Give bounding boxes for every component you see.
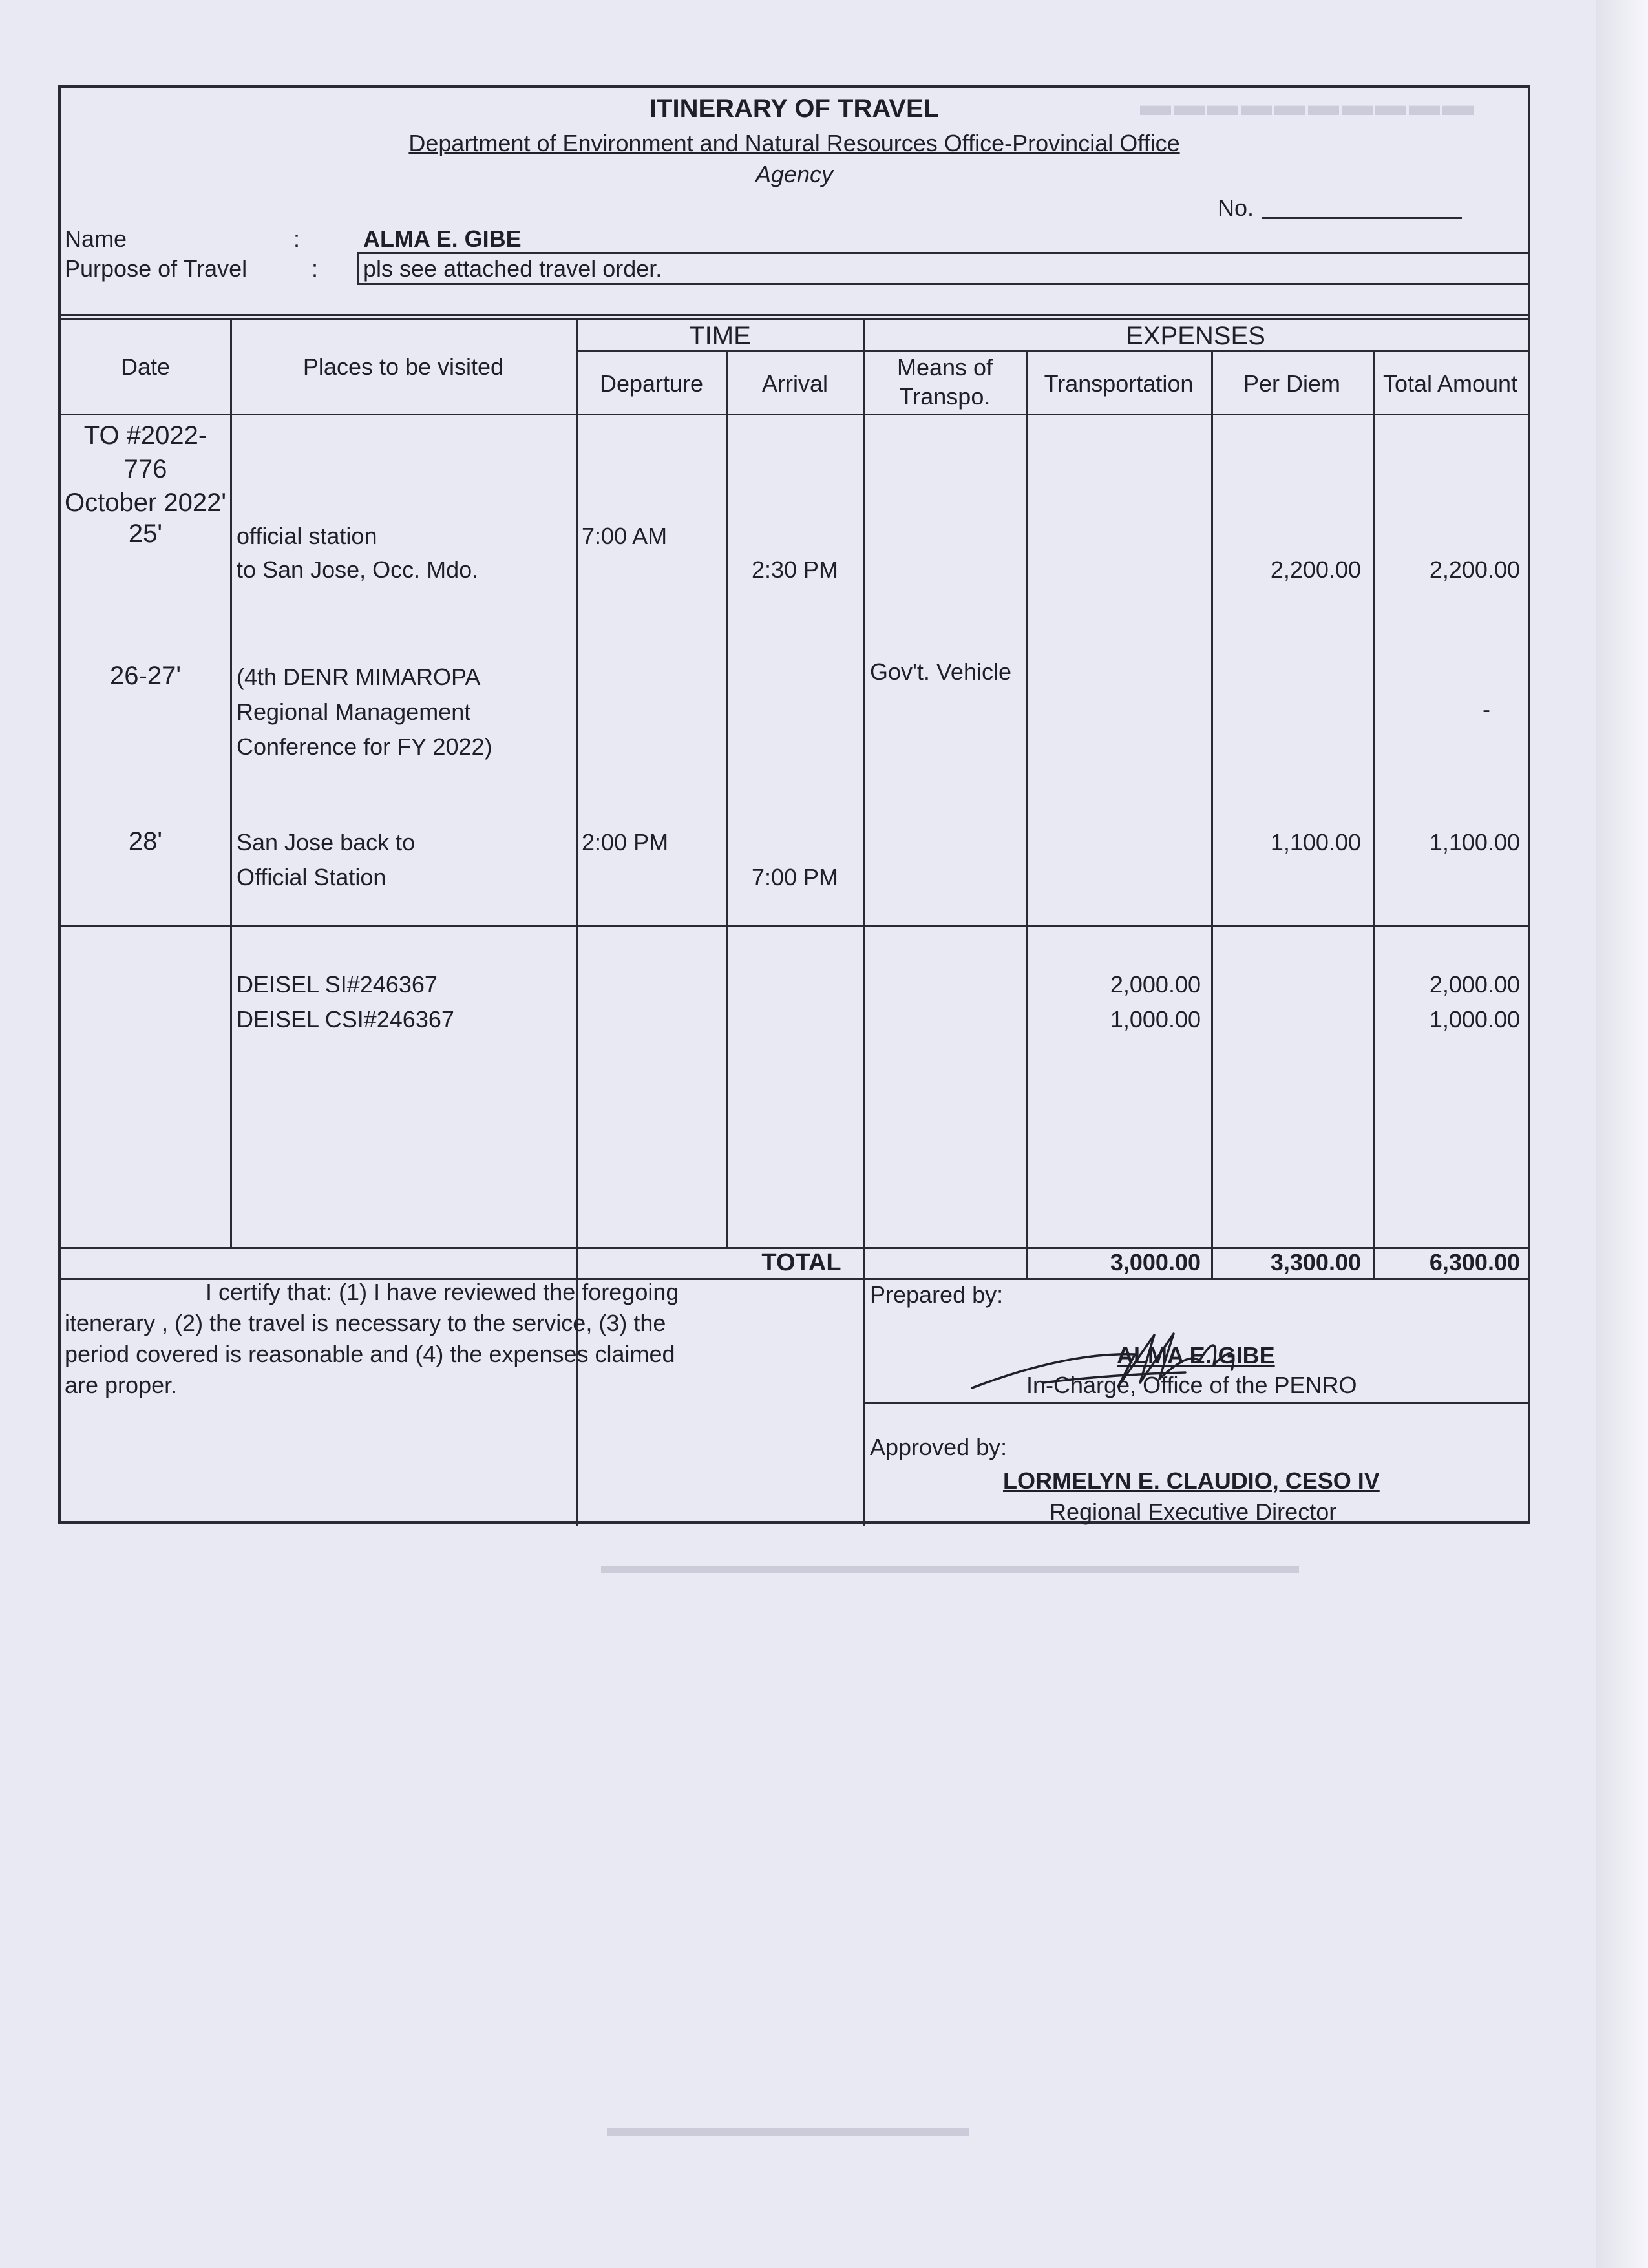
grid-line [1373, 352, 1375, 1279]
certification-line: itenerary , (2) the travel is necessary to the service, (3) the [65, 1310, 666, 1336]
page-edge-shadow [1596, 0, 1648, 2268]
travel-order-number: TO #2022- [83, 421, 207, 450]
total-label: TOTAL [761, 1249, 841, 1276]
form-title: ITINERARY OF TRAVEL [649, 94, 940, 123]
row-place: Official Station [237, 864, 386, 890]
row-departure: 7:00 AM [582, 523, 668, 549]
row-total: 2,200.00 [1429, 556, 1520, 583]
number-field-line [1262, 217, 1462, 219]
office-name: Department of Environment and Natural Resources Office-Provincial Office [408, 130, 1180, 156]
fuel-transport: 2,000.00 [1110, 971, 1201, 998]
row-place: official station [237, 523, 377, 549]
col-places: Places to be visited [302, 353, 504, 380]
total-transportation: 3,000.00 [1110, 1249, 1201, 1276]
col-arrival: Arrival [761, 370, 828, 397]
row-place: (4th DENR MIMAROPA [237, 664, 481, 690]
fuel-receipt: DEISEL CSI#246367 [237, 1006, 454, 1033]
agency-label: Agency [755, 161, 834, 187]
certification-line: period covered is reasonable and (4) the expenses claimed [65, 1341, 675, 1367]
fuel-total: 1,000.00 [1429, 1006, 1520, 1033]
col-departure: Departure [599, 370, 704, 397]
fuel-receipt: DEISEL SI#246367 [237, 971, 438, 998]
row-place: San Jose back to [237, 829, 416, 856]
col-per-diem: Per Diem [1243, 370, 1341, 397]
itinerary-form [58, 85, 1530, 1524]
approved-by-name: LORMELYN E. CLAUDIO, CESO IV [1003, 1467, 1380, 1494]
prepared-by-name: ALMA E. GIBE [1117, 1342, 1275, 1369]
row-place: to San Jose, Occ. Mdo. [237, 556, 479, 583]
row-per-diem: 1,100.00 [1270, 829, 1361, 856]
col-expenses: EXPENSES [1126, 322, 1265, 350]
row-place: Regional Management [237, 698, 471, 725]
purpose-underline [357, 283, 1528, 285]
grid-line [1026, 352, 1028, 1279]
bleed-through-mark: ▬▬▬▬▬▬▬▬▬▬▬▬▬▬ [607, 2113, 969, 2141]
row-departure: 2:00 PM [582, 829, 669, 856]
name-underline [357, 252, 1528, 254]
header-table-divider [61, 314, 1528, 316]
travel-order-number-cont: 776 [123, 455, 167, 483]
name-label: Name [65, 226, 127, 252]
number-label: No. [1218, 194, 1254, 221]
row-group-divider [61, 925, 1528, 927]
row-means: Gov't. Vehicle [870, 658, 1011, 685]
column-header-bottom [61, 414, 1528, 415]
prepared-by-position: In-Charge, Office of the PENRO [1026, 1372, 1357, 1398]
purpose-value: pls see attached travel order. [363, 255, 662, 282]
col-transportation: Transportation [1044, 370, 1194, 397]
row-date: 26-27' [110, 662, 181, 690]
total-per-diem: 3,300.00 [1270, 1249, 1361, 1276]
fuel-transport: 1,000.00 [1110, 1006, 1201, 1033]
row-total-dash: - [1483, 696, 1490, 722]
name-value: ALMA E. GIBE [363, 226, 522, 252]
grid-line [863, 318, 865, 1526]
prepared-by-label: Prepared by: [870, 1281, 1004, 1308]
name-colon: : [293, 226, 301, 252]
fuel-total: 2,000.00 [1429, 971, 1520, 998]
col-means: Means of Transpo. [896, 354, 993, 410]
approved-by-label: Approved by: [870, 1434, 1008, 1460]
row-per-diem: 2,200.00 [1270, 556, 1361, 583]
bleed-through-mark: ▬▬▬▬▬▬▬▬▬▬ [1137, 88, 1474, 122]
col-date: Date [120, 353, 171, 380]
signature-divider [863, 1402, 1528, 1404]
row-date: 25' [128, 520, 163, 548]
certification-line: I certify that: (1) I have reviewed the foregoing [206, 1279, 679, 1305]
purpose-colon: : [312, 255, 319, 282]
certification-line: are proper. [65, 1372, 178, 1398]
col-time: TIME [689, 322, 751, 350]
bleed-through-mark: ▬▬▬▬▬▬▬▬▬▬▬▬▬▬▬▬▬▬▬▬▬▬▬▬▬▬▬ [601, 1551, 1299, 1579]
purpose-field-edge [357, 252, 359, 284]
row-arrival: 2:30 PM [751, 556, 839, 583]
grid-line [726, 352, 728, 1248]
grid-line [1211, 352, 1213, 1279]
travel-month: October 2022' [64, 488, 227, 517]
col-total-amount: Total Amount [1382, 370, 1518, 397]
row-place: Conference for FY 2022) [237, 733, 492, 760]
row-arrival: 7:00 PM [751, 864, 839, 890]
approved-by-position: Regional Executive Director [1050, 1498, 1337, 1525]
row-total: 1,100.00 [1429, 829, 1520, 856]
header-table-divider-2 [61, 318, 1528, 320]
grid-line [230, 318, 232, 1248]
total-amount: 6,300.00 [1429, 1249, 1520, 1276]
row-date: 28' [128, 827, 163, 856]
purpose-label: Purpose of Travel [65, 255, 248, 282]
